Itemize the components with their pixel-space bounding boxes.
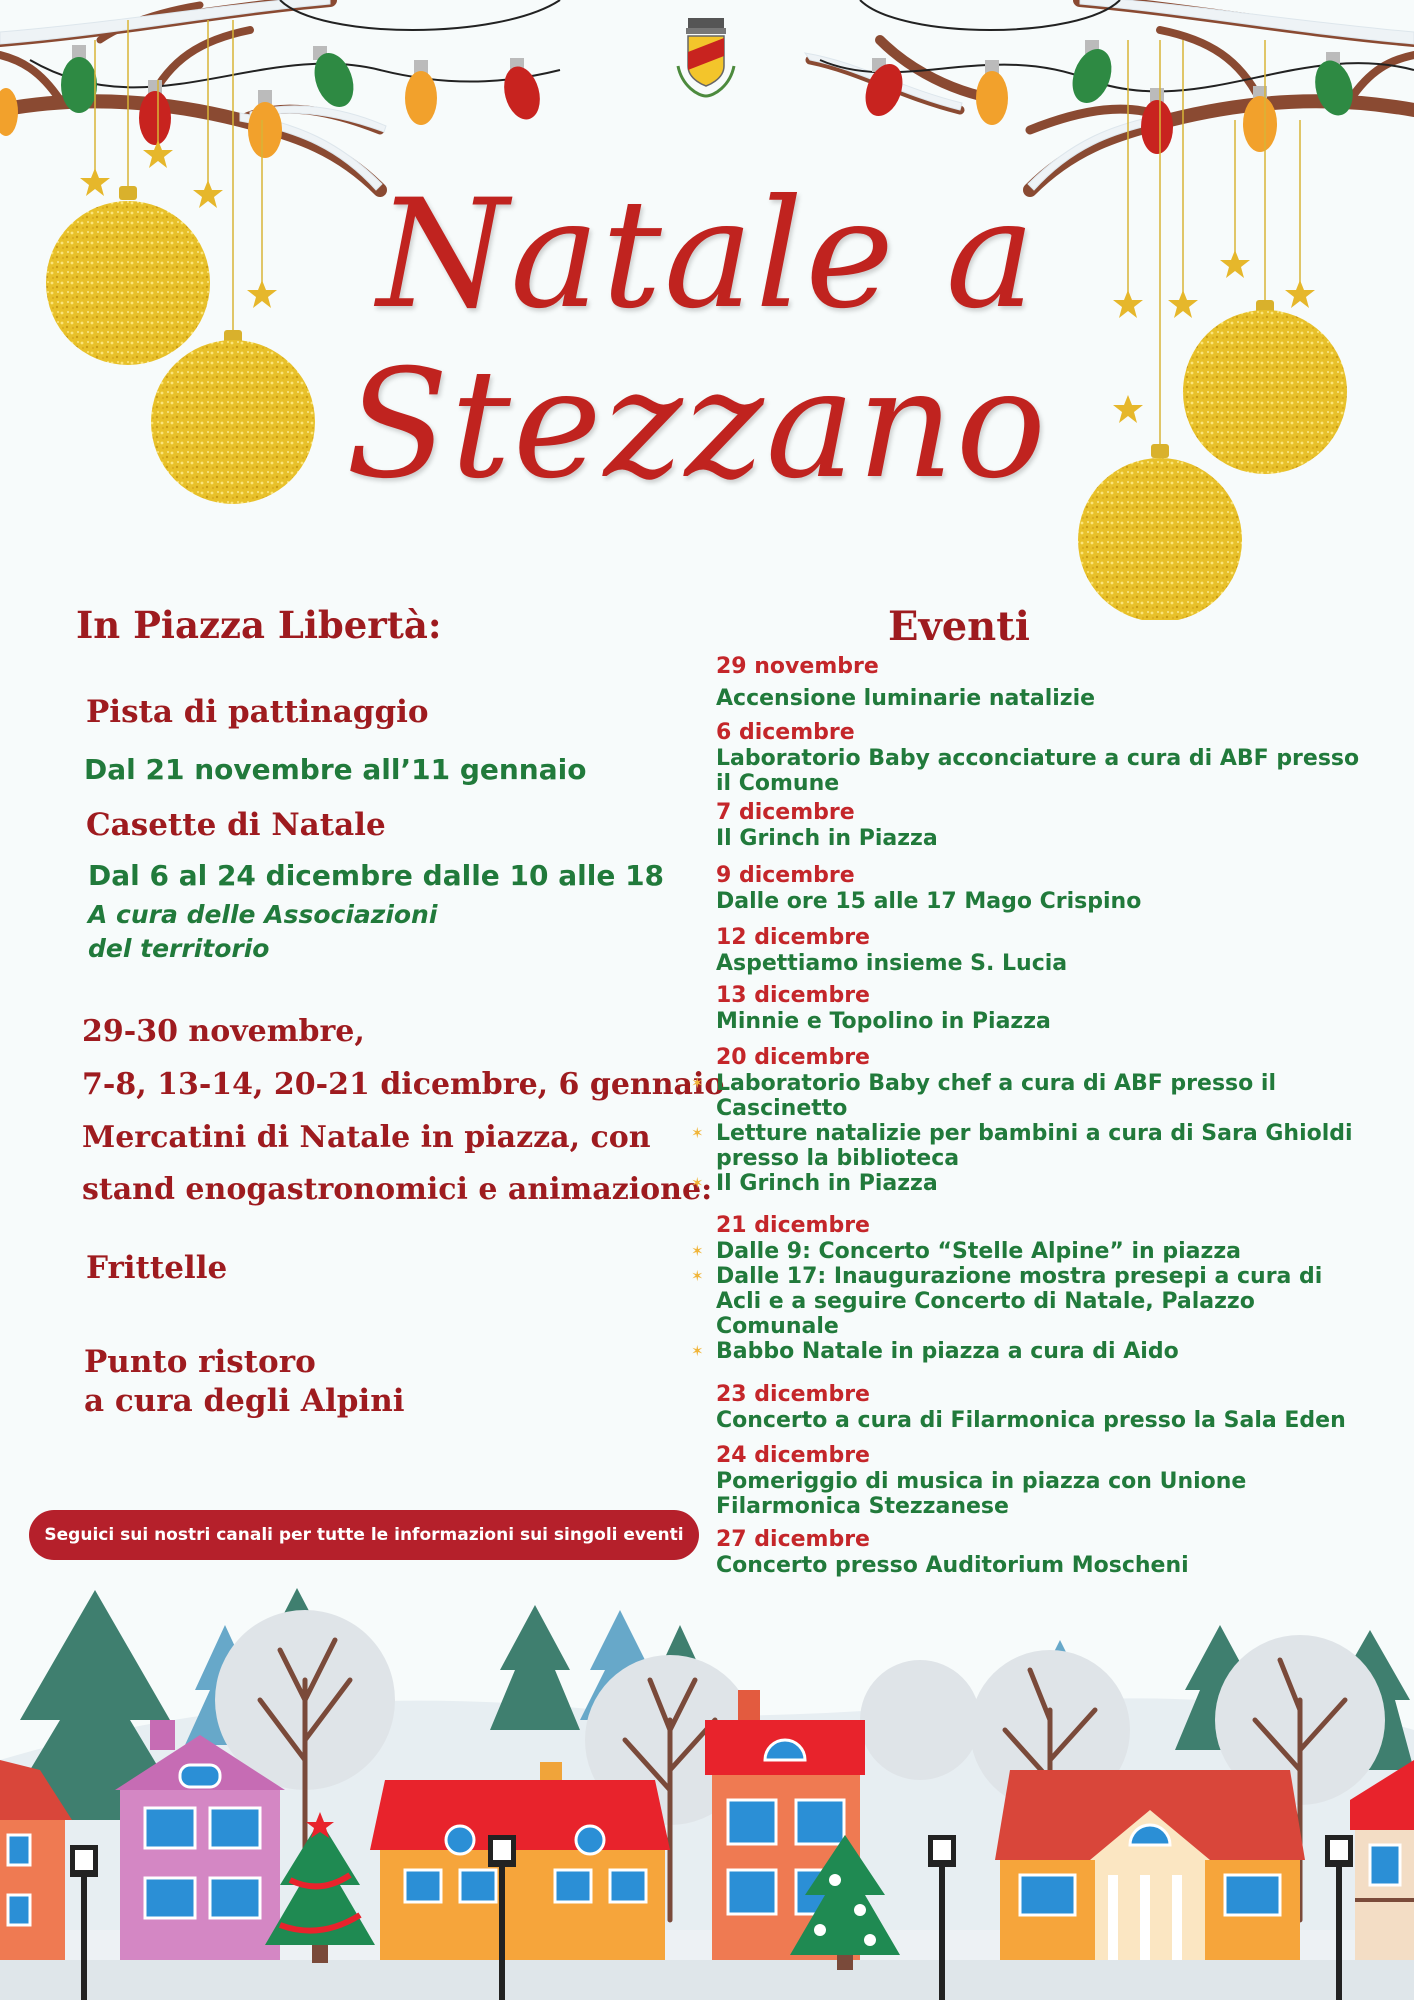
- event-description: ✶ Dalle 17: Inaugurazione mostra presepi a cura di: [716, 1264, 1376, 1289]
- page-title-line-1: Natale a: [376, 168, 1038, 342]
- house-icon: [370, 1762, 670, 1960]
- event-description: ✶ Laboratorio Baby chef a cura di ABF presso il: [716, 1071, 1376, 1096]
- event-date: 6 dicembre: [716, 720, 855, 745]
- event-block: [716, 1045, 1376, 1196]
- event-description: presso la biblioteca: [716, 1146, 960, 1171]
- event-block: [716, 925, 1376, 976]
- mercatini-line-4: stand enogastronomici e animazione:: [82, 1172, 713, 1207]
- christmas-tree-icon: [490, 1605, 580, 1730]
- event-description: ✶ Letture natalizie per bambini a cura di Sara Ghioldi: [716, 1121, 1376, 1146]
- christmas-light-icon: [1243, 86, 1277, 152]
- event-description: Filarmonica Stezzanese: [716, 1494, 1009, 1519]
- event-date: 23 dicembre: [716, 1382, 870, 1407]
- page-title-line-2: Stezzano: [345, 338, 1049, 512]
- event-description: ✶ Babbo Natale in piazza a cura di Aido: [716, 1339, 1376, 1364]
- event-block: [716, 863, 1376, 914]
- event-date: 24 dicembre: [716, 1443, 870, 1468]
- event-description: il Comune: [716, 771, 840, 796]
- christmas-light-icon: [308, 46, 361, 112]
- christmas-light-icon: [248, 90, 282, 158]
- event-description: ✶ Il Grinch in Piazza: [716, 1171, 1376, 1196]
- house-icon: [995, 1770, 1305, 1960]
- christmas-light-icon: [405, 60, 437, 125]
- christmas-light-icon: [61, 45, 97, 113]
- event-block: [716, 654, 1376, 711]
- event-description: Il Grinch in Piazza: [716, 826, 938, 851]
- piazza-heading: In Piazza Libertà:: [76, 603, 442, 647]
- mercatini-line-3: Mercatini di Natale in piazza, con: [82, 1120, 651, 1155]
- event-date: 20 dicembre: [716, 1045, 870, 1070]
- casette-note-line-1: A cura delle Associazioni: [88, 900, 438, 929]
- event-description: Aspettiamo insieme S. Lucia: [716, 951, 1068, 976]
- event-description: Concerto a cura di Filarmonica presso la Sala Eden: [716, 1408, 1346, 1433]
- event-description: Concerto presso Auditorium Moscheni: [716, 1553, 1189, 1578]
- christmas-light-icon: [859, 58, 909, 121]
- event-description: Pomeriggio di musica in piazza con Unione: [716, 1469, 1247, 1494]
- pista-title: Pista di pattinaggio: [86, 694, 429, 730]
- event-block: [716, 1382, 1376, 1433]
- eventi-heading: Eventi: [888, 603, 1030, 650]
- event-description: ✶ Dalle 9: Concerto “Stelle Alpine” in piazza: [716, 1239, 1376, 1264]
- event-description: Cascinetto: [716, 1096, 848, 1121]
- event-block: [716, 1443, 1376, 1519]
- ristoro-line-1: Punto ristoro: [84, 1344, 316, 1380]
- municipal-crest-icon: [672, 16, 740, 100]
- mercatini-line-2: 7-8, 13-14, 20-21 dicembre, 6 gennaio: [82, 1067, 725, 1102]
- christmas-light-icon: [0, 88, 18, 136]
- ristoro-line-2: a cura degli Alpini: [84, 1383, 405, 1419]
- event-description: Minnie e Topolino in Piazza: [716, 1009, 1051, 1034]
- event-description: Accensione luminarie natalizie: [716, 686, 1096, 711]
- event-date: 21 dicembre: [716, 1213, 870, 1238]
- christmas-light-icon: [139, 80, 171, 145]
- follow-us-banner: Seguici sui nostri canali per tutte le informazioni sui singoli eventi: [29, 1510, 699, 1560]
- event-date: 29 novembre: [716, 654, 879, 679]
- casette-dates: Dal 6 al 24 dicembre dalle 10 alle 18: [88, 859, 665, 892]
- pista-dates: Dal 21 novembre all’11 gennaio: [84, 753, 587, 786]
- event-description: Laboratorio Baby acconciature a cura di ABF presso: [716, 746, 1360, 771]
- event-date: 12 dicembre: [716, 925, 870, 950]
- event-block: [716, 800, 1376, 851]
- event-block: [716, 983, 1376, 1034]
- event-block: [716, 720, 1376, 796]
- event-description: Dalle ore 15 alle 17 Mago Crispino: [716, 889, 1142, 914]
- event-date: 7 dicembre: [716, 800, 855, 825]
- event-date: 27 dicembre: [716, 1527, 870, 1552]
- christmas-light-icon: [976, 60, 1008, 125]
- casette-title: Casette di Natale: [86, 807, 386, 843]
- casette-note-line-2: del territorio: [88, 934, 270, 963]
- event-date: 13 dicembre: [716, 983, 870, 1008]
- event-description: Comunale: [716, 1314, 839, 1339]
- town-illustration: [0, 1570, 1414, 2000]
- mercatini-line-1: 29-30 novembre,: [82, 1014, 365, 1049]
- christmas-light-icon: [499, 58, 546, 123]
- christmas-light-icon: [1309, 52, 1358, 120]
- christmas-light-icon: [1141, 88, 1173, 154]
- event-description: Acli e a seguire Concerto di Natale, Palazzo: [716, 1289, 1255, 1314]
- frittelle-label: Frittelle: [86, 1250, 228, 1286]
- event-block: [716, 1213, 1376, 1364]
- event-date: 9 dicembre: [716, 863, 855, 888]
